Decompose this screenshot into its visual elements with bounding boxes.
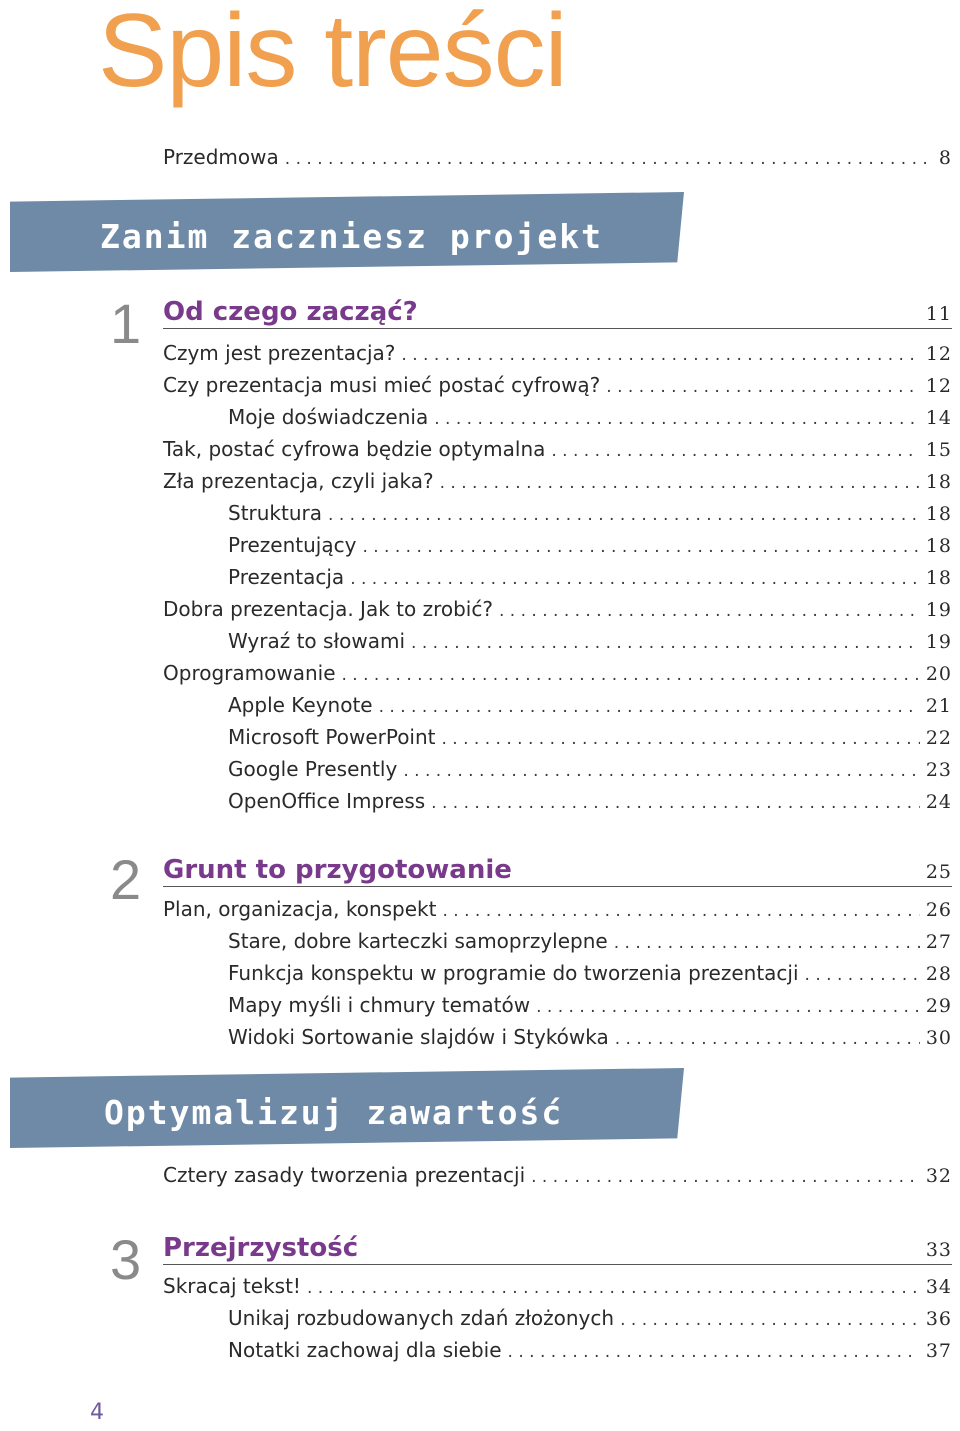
toc-entry-label: Struktura (228, 501, 323, 525)
dot-leader (615, 1029, 920, 1049)
toc-entry-label: Widoki Sortowanie slajdów i Stykówka (228, 1025, 609, 1049)
toc-entry-label: OpenOffice Impress (228, 789, 426, 813)
dot-leader (805, 965, 920, 985)
dot-leader (442, 901, 919, 921)
toc-page-number: 21 (925, 695, 952, 717)
toc-entry-label: Funkcja konspektu w programie do tworzenia prezentacji (228, 961, 799, 985)
chapter-heading-1[interactable] (163, 294, 952, 329)
toc-entry-label: Plan, organizacja, konspekt (163, 897, 437, 921)
toc-page-number: 23 (925, 759, 952, 781)
toc-entry-label: Prezentujący (228, 533, 357, 557)
toc-entry-label: Wyraź to słowami (228, 629, 406, 653)
dot-leader (551, 441, 919, 461)
dot-leader (499, 601, 920, 621)
toc-entry-label: Przedmowa (163, 145, 279, 169)
dot-leader (508, 1342, 920, 1362)
toc-entry-label: Mapy myśli i chmury tematów (228, 993, 531, 1017)
toc-entry-label: Moje doświadczenia (228, 405, 429, 429)
toc-page-number: 30 (925, 1027, 952, 1049)
dot-leader (536, 997, 920, 1017)
toc-entry[interactable] (163, 373, 952, 397)
chapter-heading-2[interactable] (163, 852, 952, 887)
toc-entry-label: Stare, dobre karteczki samoprzylepne (228, 929, 608, 953)
toc-subentry[interactable] (228, 1338, 952, 1362)
toc-page-number: 12 (925, 343, 952, 365)
dot-leader (620, 1310, 920, 1330)
toc-entry-label: Dobra prezentacja. Jak to zrobić? (163, 597, 493, 621)
dot-leader (362, 537, 919, 557)
chapter-title: Od czego zacząć? (163, 297, 418, 327)
toc-page-number: 33 (925, 1239, 952, 1261)
dot-leader (531, 1167, 920, 1187)
toc-page-number: 14 (925, 407, 952, 429)
toc-entry-label: Czym jest prezentacja? (163, 341, 396, 365)
toc-page-number: 37 (925, 1340, 952, 1362)
toc-page-number: 32 (925, 1165, 952, 1187)
toc-page-number: 8 (938, 147, 952, 169)
dot-leader (431, 793, 920, 813)
dot-leader (379, 697, 920, 717)
dot-leader (342, 665, 920, 685)
toc-entry-label: Notatki zachowaj dla siebie (228, 1338, 502, 1362)
dot-leader (434, 409, 920, 429)
toc-page-number: 28 (925, 963, 952, 985)
toc-page-number: 20 (925, 663, 952, 685)
toc-entry-label: Tak, postać cyfrowa będzie optymalna (163, 437, 546, 461)
toc-entry-label: Oprogramowanie (163, 661, 336, 685)
chapter-heading-3[interactable] (163, 1230, 952, 1265)
toc-entry-label: Google Presently (228, 757, 398, 781)
toc-page-number: 15 (925, 439, 952, 461)
toc-entry-label: Microsoft PowerPoint (228, 725, 436, 749)
toc-subentry[interactable] (228, 629, 952, 653)
toc-page-number: 34 (925, 1276, 952, 1298)
dot-leader (411, 633, 920, 653)
toc-entry[interactable] (163, 1274, 952, 1298)
dot-leader (606, 377, 920, 397)
toc-entry-label: Prezentacja (228, 565, 345, 589)
toc-subentry[interactable] (228, 1306, 952, 1330)
toc-subentry[interactable] (228, 961, 952, 985)
dot-leader (442, 729, 920, 749)
toc-entry-przedmowa[interactable] (163, 145, 952, 169)
toc-entry-label: Czy prezentacja musi mieć postać cyfrową? (163, 373, 601, 397)
chapter-title: Przejrzystość (163, 1233, 359, 1263)
toc-subentry[interactable] (228, 929, 952, 953)
toc-page-number: 19 (925, 599, 952, 621)
toc-entry-label: Apple Keynote (228, 693, 373, 717)
toc-page-number: 36 (925, 1308, 952, 1330)
dot-leader (401, 345, 919, 365)
toc-page-number: 18 (925, 503, 952, 525)
toc-entry-label: Cztery zasady tworzenia prezentacji (163, 1163, 526, 1187)
chapter-number: 3 (110, 1228, 142, 1291)
toc-entry[interactable] (163, 661, 952, 685)
toc-subentry[interactable] (228, 533, 952, 557)
dot-leader (440, 473, 920, 493)
toc-subentry[interactable] (228, 757, 952, 781)
toc-entry-label: Unikaj rozbudowanych zdań złożonych (228, 1306, 615, 1330)
toc-page-number: 18 (925, 567, 952, 589)
toc-entry[interactable] (163, 469, 952, 493)
toc-page-number: 24 (925, 791, 952, 813)
dot-leader (403, 761, 919, 781)
toc-subentry[interactable] (228, 405, 952, 429)
toc-page-number: 27 (925, 931, 952, 953)
toc-page-number: 22 (925, 727, 952, 749)
dot-leader (614, 933, 920, 953)
toc-entry-label: Zła prezentacja, czyli jaka? (163, 469, 434, 493)
toc-subentry[interactable] (228, 1025, 952, 1049)
dot-leader (285, 149, 933, 169)
toc-subentry[interactable] (228, 993, 952, 1017)
toc-page-number: 18 (925, 471, 952, 493)
toc-subentry[interactable] (228, 565, 952, 589)
toc-subentry[interactable] (228, 725, 952, 749)
chapter-number: 1 (110, 292, 142, 355)
toc-page-number: 12 (925, 375, 952, 397)
toc-entry[interactable] (163, 437, 952, 461)
page-number: 4 (90, 1400, 104, 1425)
toc-entry-label: Skracaj tekst! (163, 1274, 301, 1298)
toc-page-number: 26 (925, 899, 952, 921)
page-title: Spis treści (98, 0, 567, 109)
toc-page-number: 19 (925, 631, 952, 653)
section-banner-title: Optymalizuj zawartość (104, 1093, 564, 1132)
toc-entry[interactable] (163, 597, 952, 621)
toc-page-number: 11 (925, 303, 952, 325)
toc-entry[interactable] (163, 897, 952, 921)
dot-leader (328, 505, 920, 525)
toc-entry[interactable] (163, 341, 952, 365)
toc-subentry[interactable] (228, 693, 952, 717)
toc-page-number: 29 (925, 995, 952, 1017)
toc-subentry[interactable] (228, 501, 952, 525)
dot-leader (307, 1278, 920, 1298)
toc-page-number: 18 (925, 535, 952, 557)
chapter-number: 2 (110, 848, 142, 911)
toc-entry[interactable] (163, 1163, 952, 1187)
toc-page-number: 25 (925, 861, 952, 883)
section-banner-title: Zanim zaczniesz projekt (100, 217, 603, 256)
dot-leader (350, 569, 920, 589)
toc-subentry[interactable] (228, 789, 952, 813)
chapter-title: Grunt to przygotowanie (163, 855, 512, 885)
